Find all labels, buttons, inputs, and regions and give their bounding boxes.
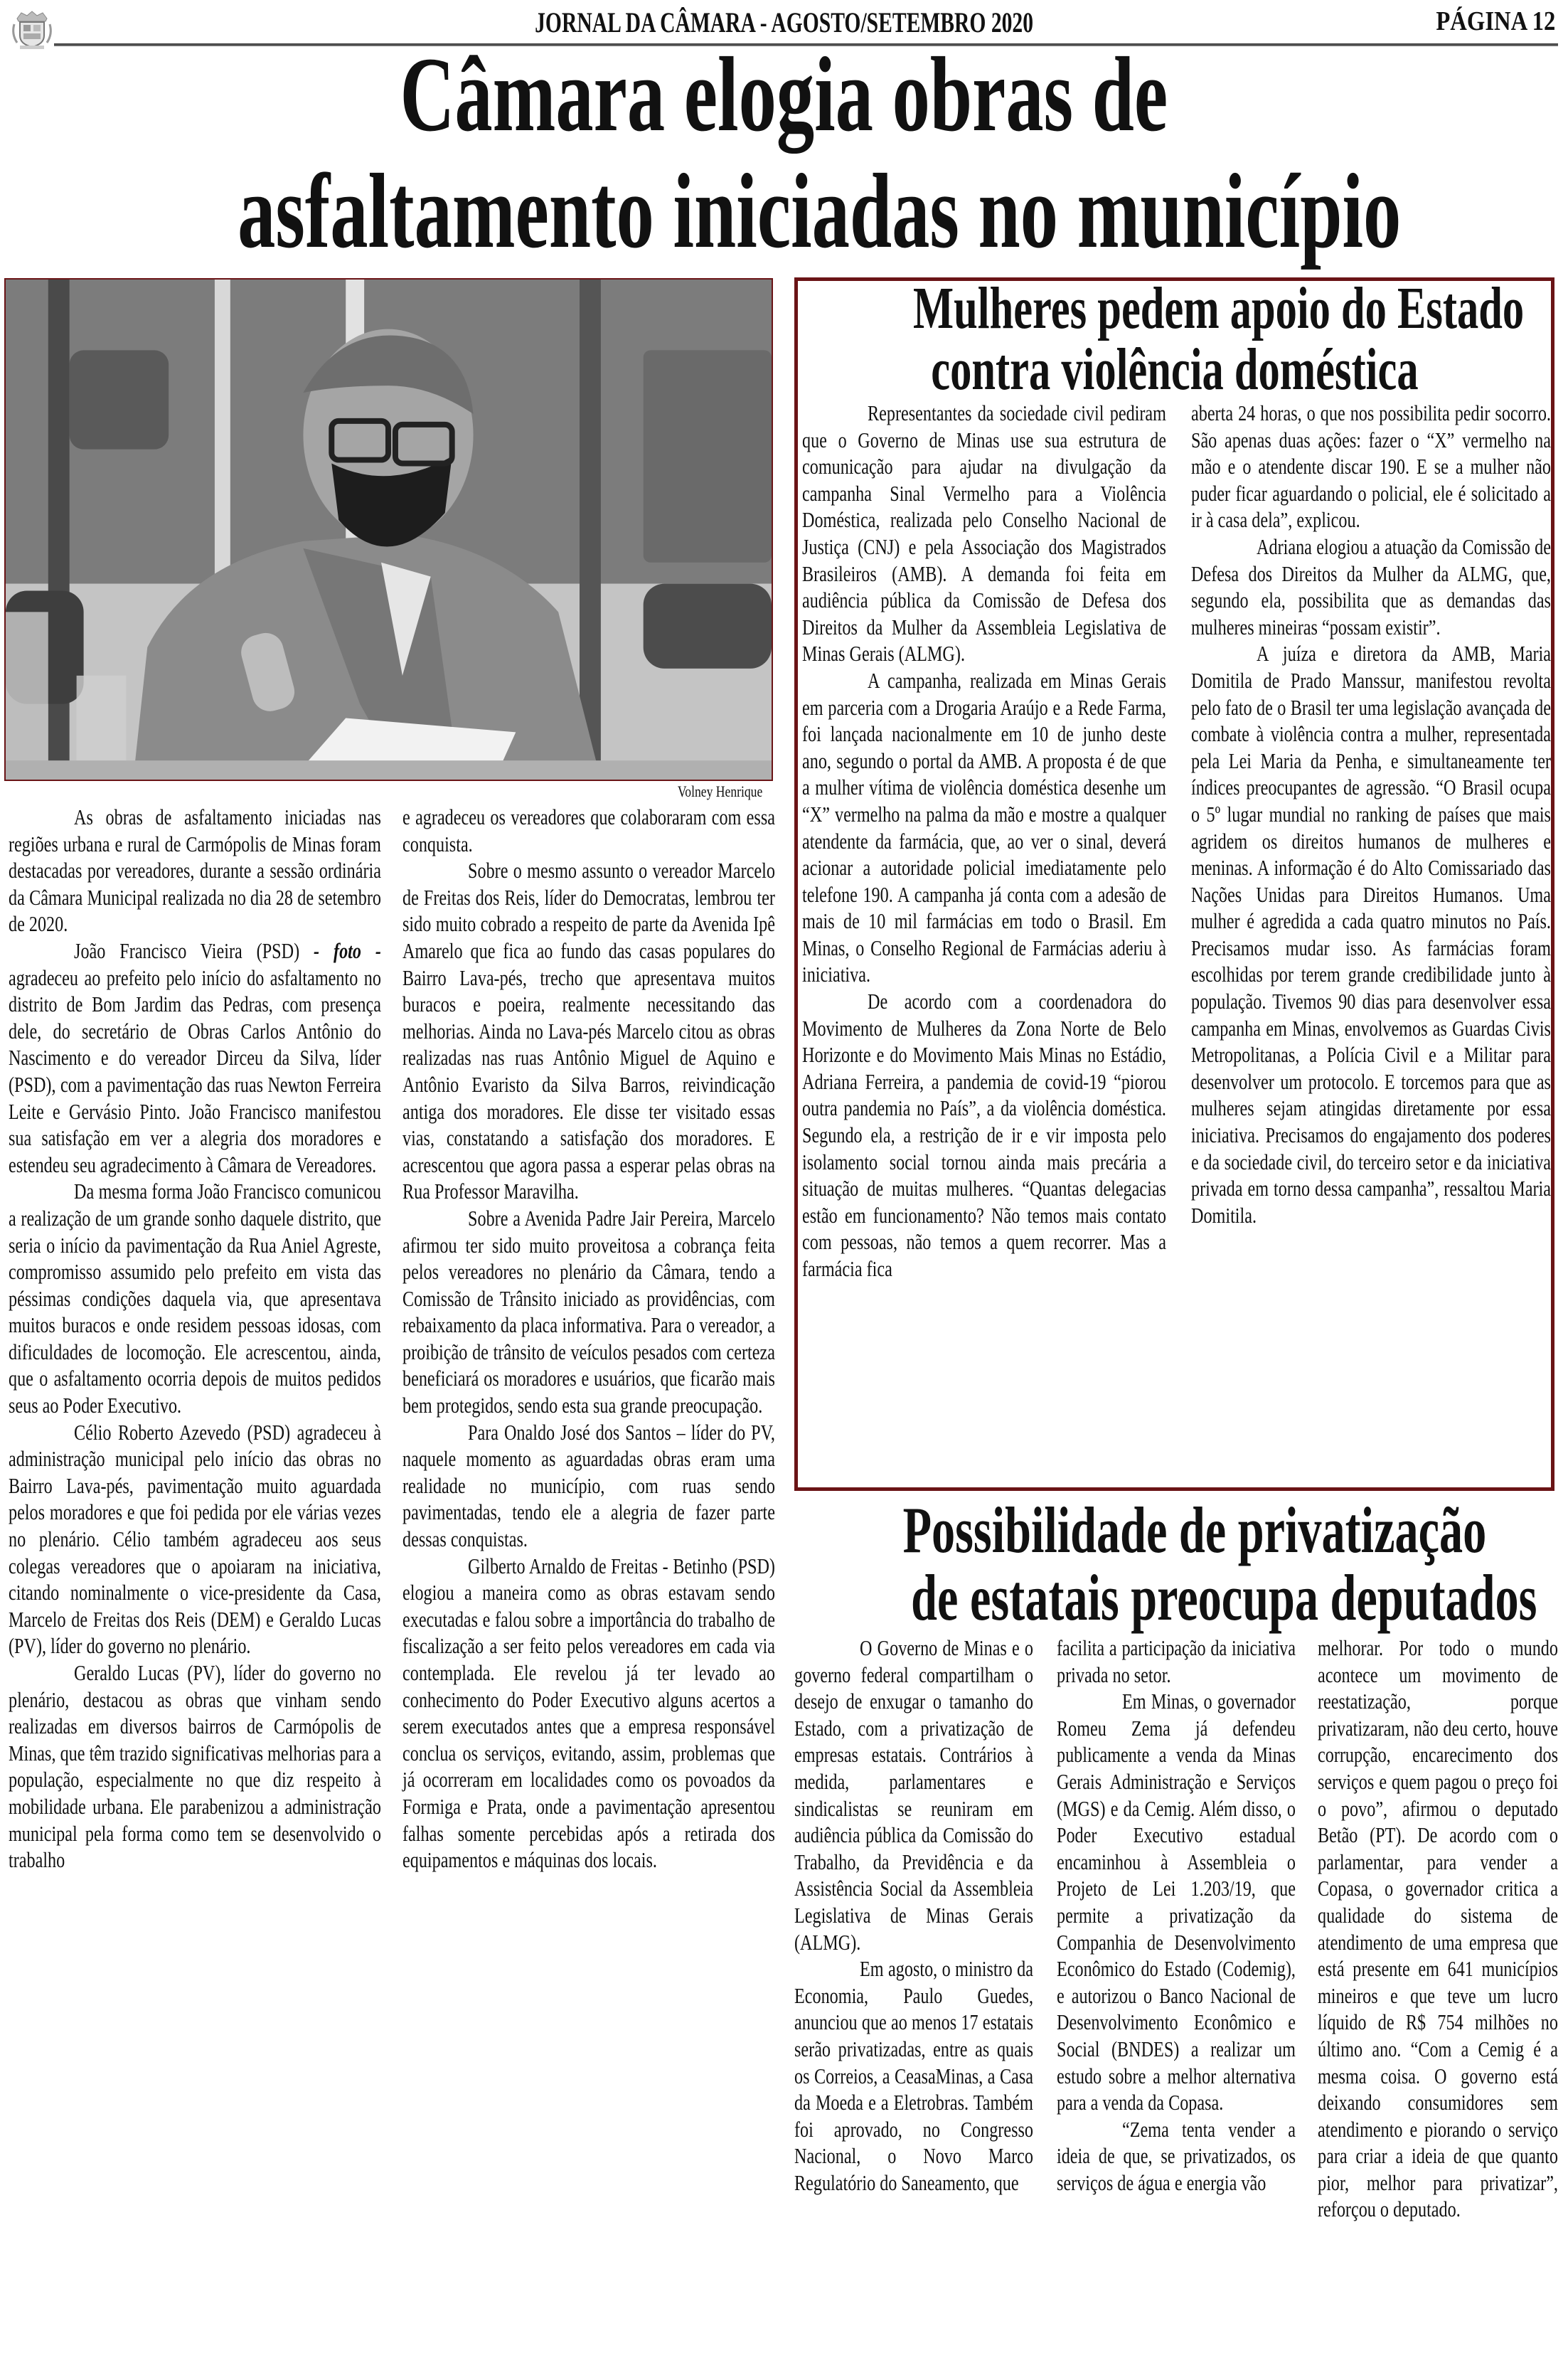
paragraph: Sobre a Avenida Padre Jair Pereira, Marcelo afirmou ter sido muito proveitosa a cobrança feita pelos vereadores no plenário da Câmara, tendo a Comissão de Trânsito iniciado as providências, com rebaixamento da placa informativa. Para o vereador, a proibição de trânsito de veículos pesados com certeza beneficiará os moradores e usuários, que ficarão mais bem protegidos, sendo esta sua grande preocupação.	[402, 1205, 775, 1418]
privatization-headline-line-1	[789, 1494, 1564, 1566]
box-article-column-1	[802, 400, 1166, 1282]
paragraph: As obras de asfaltamento iniciadas nas regiões urbana e rural de Carmópolis de Minas foram destacadas por vereadores, durante a sessão ordinária da Câmara Municipal realizada no dia 28 de setembro de 2020.	[9, 804, 381, 937]
box-headline-line-2	[794, 336, 1554, 403]
paragraph: A campanha, realizada em Minas Gerais em parceria com a Drogaria Araújo e a Rede Farma, foi lançada nacionalmente em 10 de junho deste ano, segundo o portal da AMB. A proposta é de que a mulher vítima de violência doméstica desenhe um “X” vermelho na palma da mão e mostre a qualquer atendente da farmácia, que, ao ver o sinal, deverá acionar a autoridade policial imediatamente pelo telefone 190. A campanha já conta com a adesão de mais de 10 mil farmácias em todo o Brasil. Em Minas, o Conselho Regional de Farmácias aderiu à iniciativa.	[802, 667, 1166, 987]
paragraph: Célio Roberto Azevedo (PSD) agradeceu à administração municipal pelo início das obras no Bairro Lava-pés, pavimentação muito aguardada pelos moradores e que foi pedida por ele várias vezes no plenário. Célio também agradeceu aos seus colegas vereadores que o apoiaram na iniciativa, citando nominalmente o vice-presidente da Casa, Marcelo de Freitas dos Reis (DEM) e Geraldo Lucas (PV), líder do governo no plenário.	[9, 1419, 381, 1659]
paragraph: Representantes da sociedade civil pediram que o Governo de Minas use sua estrutura de comunicação para ajudar na divulgação da campanha Sinal Vermelho para a Violência Doméstica, realizada pelo Conselho Nacional de Justiça (CNJ) e pela Associação dos Magistrados Brasileiros (AMB). A demanda foi feita em audiência pública da Comissão de Defesa dos Direitos da Mulher da Assembleia Legislativa de Minas Gerais (ALMG).	[802, 400, 1166, 666]
paragraph-rest: agradeceu ao prefeito pelo início do asfaltamento no distrito de Bom Jardim das Pedras, com presença dele, do secretário de Obras Carlos Antônio do Nascimento e do vereador Dirceu da Silva, líder (PSD), com a pavimentação das ruas Newton Ferreira Leite e Gervásio Pinto. João Francisco manifestou sua satisfação em ver a alegria dos moradores e estendeu seu agradecimento à Câmara de Vereadores.	[9, 965, 381, 1177]
box-headline-line-1	[794, 275, 1554, 341]
box-headline-text-1: Mulheres pedem apoio do Estado	[913, 275, 1525, 341]
paragraph: O Governo de Minas e o governo federal compartilham o desejo de enxugar o tamanho do Estado, com a privatização de empresas estatais. Contrários à medida, parlamentares e sindicalistas se reuniram em audiência pública da Comissão do Trabalho, da Previdência e da Assistência Social da Assembleia Legislativa de Minas Gerais (ALMG).	[794, 1635, 1033, 1955]
paragraph: Em Minas, o governador Romeu Zema já defendeu publicamente a venda da Minas Gerais Administração e Serviços (MGS) e da Cemig. Além disso, o Poder Executivo estadual encaminhou à Assembleia o Projeto de Lei 1.203/19, que permite a privatização da Companhia de Desenvolvimento Econômico do Estado (Codemig), e autorizou o Banco Nacional de Desenvolvimento Econômico e Social (BNDES) a realizar um estudo sobre a melhor alternativa para a venda da Copasa.	[1057, 1689, 1296, 2115]
paragraph: Da mesma forma João Francisco comunicou a realização de um grande sonho daquele distrito, que seria o início da pavimentação da Rua Aniel Agreste, compromisso assumido pelo prefeito em vista das péssimas condições daquela via, que apresentava muitos buracos e onde residem pessoas idosas, com dificuldades de locomoção. Ele acrescentou, ainda, que o asfaltamento ocorria depois de muitos pedidos seus ao Poder Executivo.	[9, 1179, 381, 1418]
masthead-title: JORNAL DA CÂMARA - AGOSTO/SETEMBRO 2020	[535, 6, 1033, 38]
page-number	[1417, 6, 1555, 37]
main-article-column-2	[402, 804, 775, 1874]
article-photo	[4, 278, 773, 781]
paragraph: melhorar. Por todo o mundo acontece um movimento de reestatização, porque privatizaram, não deu certo, houve corrupção, encarecimento dos serviços e quem pagou o preço foi o povo”, afirmou o deputado Betão (PT). De acordo com o parlamentar, para vender a Copasa, o governador critica a qualidade do sistema de atendimento de uma empresa que está presente em 641 municípios mineiros e que teve um lucro líquido de R$ 754 milhões no último ano. “Com a Cemig é a mesma coisa. O governo está deixando consumidores sem atendimento e piorando o serviço para criar a ideia de que quanto pior, melhor para privatizar”, reforçou o deputado.	[1318, 1635, 1558, 2222]
privatization-column-3	[1318, 1635, 1558, 2223]
photo-councilman-illustration	[6, 280, 772, 780]
paragraph: Adriana elogiou a atuação da Comissão de Defesa dos Direitos da Mulher da ALMG, que, segundo ela, possibilita que as demandas das mulheres mineiras “possam existir”.	[1191, 533, 1551, 639]
main-headline-line-1	[0, 36, 1568, 154]
page-number-label: PÁGINA 12	[1436, 6, 1555, 36]
privatization-headline-line-2	[789, 1561, 1564, 1634]
paragraph: Sobre o mesmo assunto o vereador Marcelo de Freitas dos Reis, líder do Democratas, lembrou ter sido muito cobrado a respeito de parte da Avenida Ipê Amarelo que fica ao fundo das casas populares do Bairro Lava-pés, trecho que apresentava muitos buracos e poeira, realmente necessitando das melhorias. Ainda no Lava-pés Marcelo citou as obras realizadas nas ruas Antônio Miguel de Aquino e Antônio Evaristo da Silva Barros, reivindicação antiga dos moradores. Ele disse ter visitado essas vias, constatando a satisfação dos moradores. E acrescentou que agora passa a esperar pelas obras na Rua Professor Maravilha.	[402, 858, 775, 1204]
paragraph	[9, 938, 381, 1178]
paragraph: Geraldo Lucas (PV), líder do governo no plenário, destacou as obras que vinham sendo realizadas em diversos bairros de Carmópolis de Minas, que têm trazido significativas melhorias para a população, especialmente no que diz respeito à mobilidade urbana. Ele parabenizou a administração municipal pela forma como tem se desenvolvido o trabalho	[9, 1660, 381, 1873]
main-headline-text-1: Câmara elogia obras de	[400, 36, 1168, 154]
masthead	[0, 6, 1568, 39]
paragraph: e agradeceu os vereadores que colaboraram com essa conquista.	[402, 804, 775, 856]
paragraph: facilita a participação da iniciativa privada no setor.	[1057, 1635, 1296, 1687]
box-article-column-2	[1191, 400, 1551, 1228]
privatization-headline-text-1: Possibilidade de privatização	[902, 1494, 1487, 1566]
paragraph: A juíza e diretora da AMB, Maria Domitila de Prado Manssur, manifestou revolta pelo fato de o Brasil ter uma legislação avançada de combate à violência contra a mulher, representada pela Lei Maria da Penha, e simultaneamente ter índices preocupantes de agressão. “O Brasil ocupa o 5º lugar mundial no ranking de países que mais agridem os direitos humanos de mulheres e meninas. A informação é do Alto Comissariado das Nações Unidas para Direitos Humanos. Uma mulher é agredida a cada quatro minutos no País. Precisamos mudar isso. As farmácias foram escolhidas por terem grande credibilidade junto à população. Tivemos 90 dias para desenvolver essa campanha em Minas, envolvemos as Guardas Civis Metropolitanas, a Polícia Civil e a Militar para desenvolver um protocolo. E torcemos para que as mulheres sejam atingidas diretamente por essa iniciativa. Precisamos do engajamento dos poderes e da sociedade civil, do terceiro setor e da iniciativa privada em torno dessa campanha”, ressaltou Maria Domitila.	[1191, 641, 1551, 1228]
privatization-headline-text-2: de estatais preocupa deputados	[911, 1561, 1537, 1634]
main-article-column-1	[9, 804, 381, 1874]
box-headline-text-2: contra violência doméstica	[930, 336, 1419, 403]
photo-credit-text: Volney Henrique	[677, 782, 762, 800]
main-headline-text-2: asfaltamento iniciadas no município	[238, 152, 1402, 270]
paragraph: “Zema tenta vender a ideia de que, se privatizados, os serviços de água e energia vão	[1057, 2116, 1296, 2195]
paragraph: Para Onaldo José dos Santos – líder do PV, naquele momento as aguardadas obras eram uma realidade no município, com ruas sendo pavimentadas, tendo ele a alegria de fazer parte dessas conquistas.	[402, 1419, 775, 1552]
paragraph-lead: João Francisco Vieira (PSD)	[74, 938, 314, 963]
paragraph: Em agosto, o ministro da Economia, Paulo Guedes, anunciou que ao menos 17 estatais serão privatizadas, entre as quais os Correios, a CeasaMinas, a Casa da Moeda e a Eletrobras. Também foi aprovado, no Congresso Nacional, o Novo Marco Regulatório do Saneamento, que	[794, 1956, 1033, 2195]
main-headline-line-2	[0, 152, 1568, 270]
privatization-column-1	[794, 1635, 1033, 2196]
photo-credit	[656, 782, 762, 801]
paragraph: aberta 24 horas, o que nos possibilita pedir socorro. São apenas duas ações: fazer o “X” vermelho na mão e o atendente discar 190. E se a mulher não puder ficar aguardando o policial, ele é solicitado a ir à casa dela”, explicou.	[1191, 400, 1551, 533]
privatization-column-2	[1057, 1635, 1296, 2196]
paragraph: De acordo com a coordenadora do Movimento de Mulheres da Zona Norte de Belo Horizonte e do Movimento Mais Minas no Estádio, Adriana Ferreira, a pandemia de covid-19 “piorou outra pandemia no País”, a da violência doméstica. Segundo ela, a restrição de ir e vir imposta pelo isolamento social tornou ainda mais precária a situação de muitas mulheres. “Quantas delegacias estão em funcionamento? Não temos mais contato com pessoas, não temos a quem recorrer. Mas a farmácia fica	[802, 989, 1166, 1281]
paragraph: Gilberto Arnaldo de Freitas - Betinho (PSD) elogiou a maneira como as obras estavam sendo executadas e falou sobre a importância do trabalho de fiscalização a ser feito pelos vereadores em cada via contemplada. Ele revelou já ter levado ao conhecimento do Poder Executivo alguns acertos a serem executados antes que a empresa responsável conclua os serviços, evitando, assim, problemas que já ocorreram em localidades como os povoados da Formiga e Prata, onde a pavimentação apresentou falhas somente percebidas após a retirada dos equipamentos e máquinas dos locais.	[402, 1553, 775, 1873]
photo-reference: - foto -	[314, 938, 381, 963]
